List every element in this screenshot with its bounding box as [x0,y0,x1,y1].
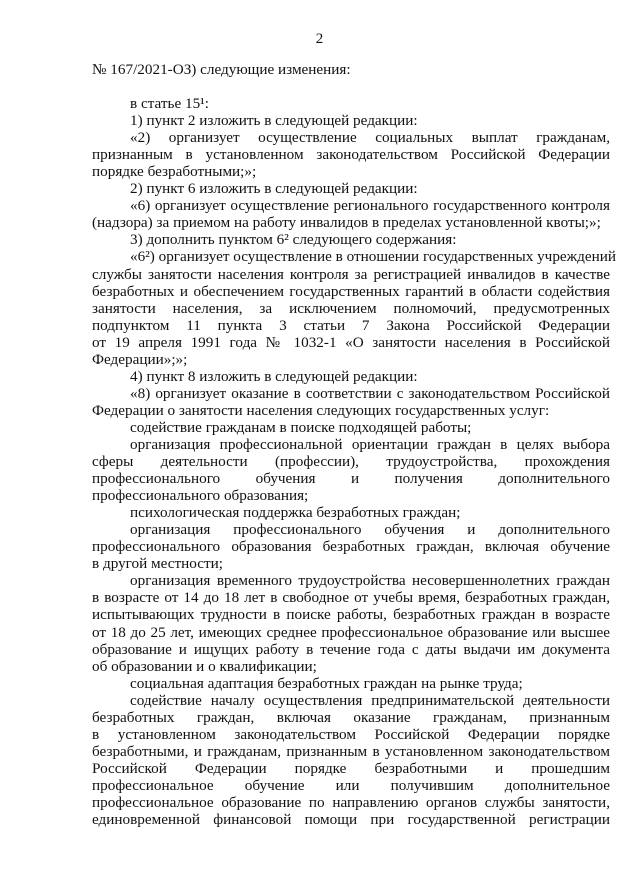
paragraph [92,231,610,248]
text-line: профессионального обучения и получения дополнительного [92,470,610,488]
text-line: безработных и обеспечением государственных гарантий в области содействия [92,282,610,300]
paragraph [92,572,610,674]
paragraph [92,521,610,572]
paragraph [92,180,610,197]
text-line: безработными, и гражданам, признанным в установленном законодательством [92,742,610,760]
text-line: организация профессионального обучения и дополнительного [130,521,610,539]
text-line: содействие началу осуществления предпринимательской деятельности [130,691,610,709]
text-line: психологическая поддержка безработных граждан; [130,504,461,522]
text-line: в статье 15¹: [130,95,209,113]
text-line: 3) дополнить пунктом 6² следующего содержания: [130,231,457,249]
text-line: «6) организует осуществление регионального государственного контроля [130,197,610,215]
document-body [92,61,616,829]
text-line: профессиональное образование по направлению органов службы занятости, [92,793,610,811]
text-line: «2) организует осуществление социальных выплат гражданам, [130,129,610,147]
paragraph [92,95,610,112]
text-line: от 18 до 25 лет, имеющих среднее профессиональное образование или высшее [92,623,610,641]
paragraph [92,385,610,419]
text-line: Федерации»;»; [92,350,188,368]
paragraph [92,504,610,521]
paragraph-gap [92,78,610,95]
text-line: «8) организует оказание в соответствии с законодательством Российской [130,384,610,402]
paragraph [92,675,610,692]
text-line: (надзора) за приемом на работу инвалидов в пределах установленной квоты;»; [92,214,601,232]
paragraph [92,368,610,385]
text-line: подпунктом 11 пункта 3 статьи 7 Закона Российской Федерации [92,316,610,334]
text-line: Российской Федерации порядке безработными и прошедшим [92,759,610,777]
text-line: Федерации о занятости населения следующих государственных услуг: [92,401,550,419]
paragraph [92,61,610,78]
text-line: 4) пункт 8 изложить в следующей редакции: [130,367,418,385]
text-line: от 19 апреля 1991 года № 1032-1 «О занятости населения в Российской [92,333,610,351]
text-line: образование и ищущих работу в течение года с даты выдачи им документа [92,640,610,658]
text-line: 2) пункт 6 изложить в следующей редакции: [130,180,418,198]
text-line: профессионального образования безработных граждан, включая обучение [92,538,610,556]
text-line: в другой местности; [92,555,223,573]
paragraph [92,248,616,368]
text-line: профессиональное обучение или получившим дополнительное [92,776,610,794]
text-line: в возрасте от 14 до 18 лет в свободное от учебы время, безработных граждан, [92,589,610,607]
text-line: занятости населения, за исключением полномочий, предусмотренных [92,299,610,317]
text-line: в установленном законодательством Российской Федерации порядке [92,725,610,743]
paragraph [92,419,610,436]
text-line: единовременной финансовой помощи при государственной регистрации [92,811,610,829]
paragraph [92,692,610,828]
page-number: 2 [315,31,324,47]
text-line: социальная адаптация безработных граждан на рынке труда; [130,674,523,692]
paragraph [92,436,610,504]
text-line: организация временного трудоустройства несовершеннолетних граждан [130,572,610,590]
text-line: содействие гражданам в поиске подходящей работы; [130,418,472,436]
text-line: организация профессиональной ориентации граждан в целях выбора [130,435,610,453]
text-line: порядке безработными;»; [92,163,257,181]
text-line: «6²) организует осуществление в отношении государственных учреждений [130,248,616,266]
text-line: признанным в установленном законодательством Российской Федерации [92,146,610,164]
text-line: безработных граждан, включая оказание гражданам, признанным [92,708,610,726]
paragraph [92,112,610,129]
text-line: службы занятости населения контроля за регистрацией инвалидов в качестве [92,265,610,283]
text-line: № 167/2021-ОЗ) следующие изменения: [92,61,351,78]
paragraph [92,129,610,180]
text-line: испытывающих трудности в поиске работы, безработных граждан в возрасте [92,606,610,624]
text-line: сферы деятельности (профессии), трудоустройства, прохождения [92,453,610,471]
text-line: 1) пункт 2 изложить в следующей редакции: [130,112,418,130]
text-line: профессионального образования; [92,487,309,505]
text-line: об образовании и о квалификации; [92,657,317,675]
paragraph [92,197,610,231]
